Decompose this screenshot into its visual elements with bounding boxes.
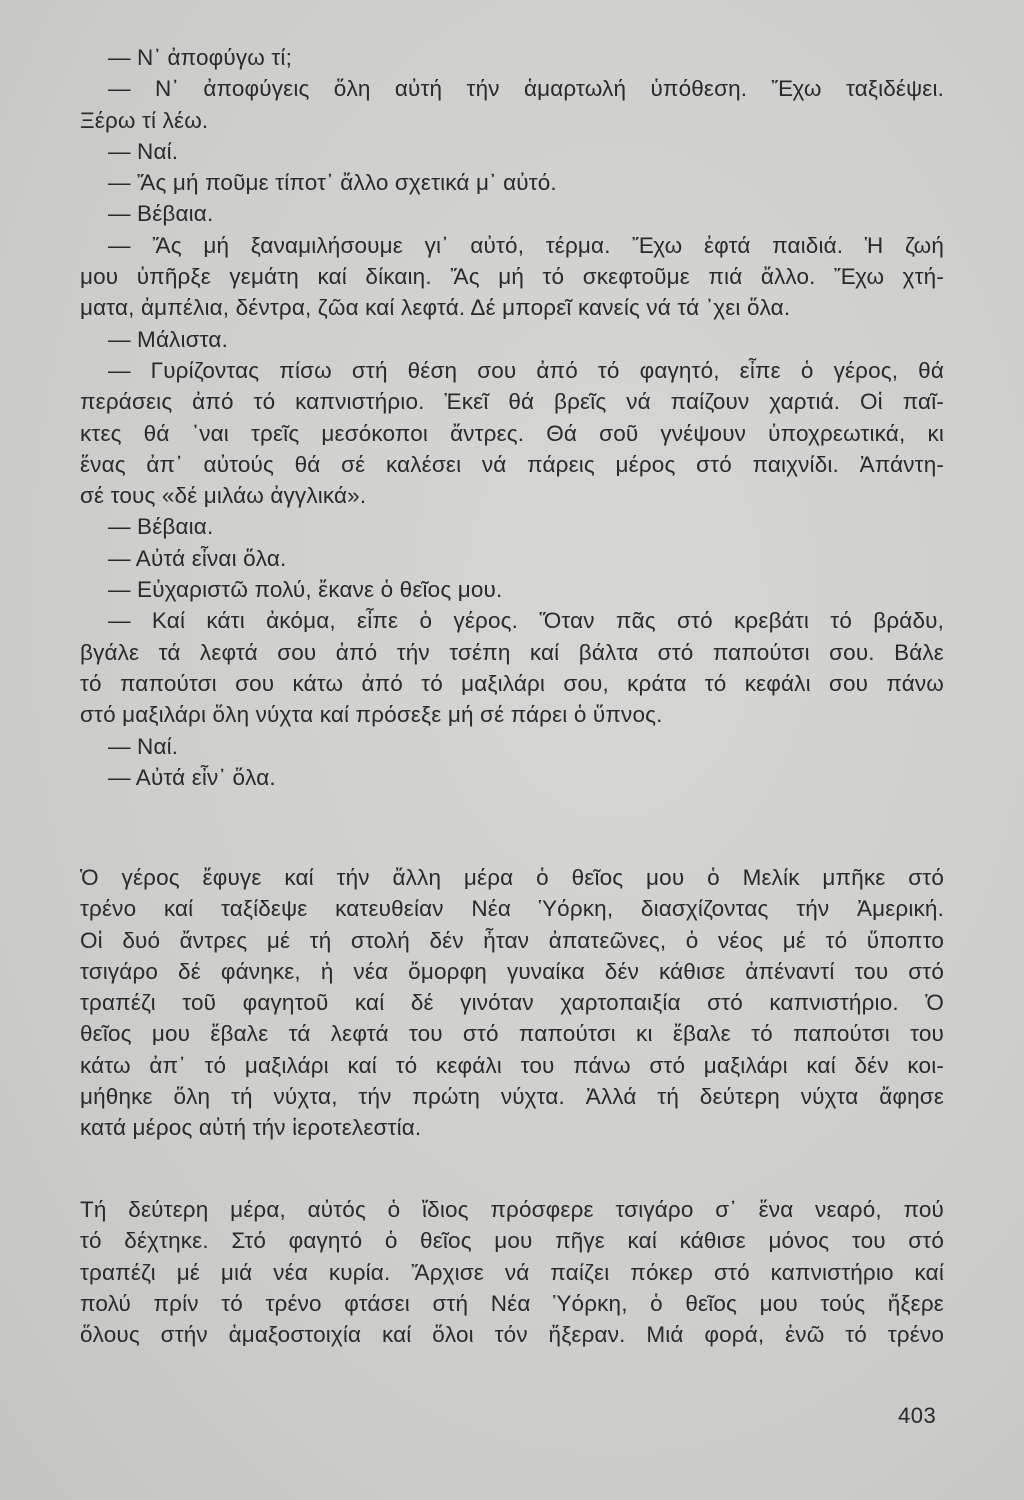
- paragraph-line: τσιγάρο δέ φάνηκε, ἡ νέα ὄμορφη γυναίκα δέν κάθισε ἀπέναντί του στό: [80, 958, 944, 984]
- narrative-paragraph-2: [80, 1194, 944, 1350]
- paragraph-line: κατά μέρος αὐτή τήν ἱεροτελεστία.: [80, 1115, 422, 1141]
- paragraph-line: μήθηκε ὅλη τή νύχτα, τήν πρώτη νύχτα. Ἀλλά τή δεύτερη νύχτα ἄφησε: [80, 1084, 944, 1110]
- paragraph-line: Οἱ δυό ἄντρες μέ τή στολή δέν ἦταν ἀπατεῶνες, ὁ νέος μέ τό ὕποπτο: [80, 927, 944, 953]
- paragraph-line: κάτω ἀπ᾿ τό μαξιλάρι καί τό κεφάλι του πάνω στό μαξιλάρι καί δέν κοι-: [80, 1052, 944, 1078]
- dialogue-line: — Γυρίζοντας πίσω στή θέση σου ἀπό τό φαγητό, εἶπε ὁ γέρος, θά: [108, 357, 944, 383]
- paragraph-line: τρένο καί ταξίδεψε κατευθείαν Νέα Ὑόρκη, διασχίζοντας τήν Ἀμερική.: [80, 896, 944, 922]
- paragraph-line: θεῖος μου ἔβαλε τά λεφτά του στό παπούτσι κι ἔβαλε τό παπούτσι του: [80, 1021, 944, 1047]
- dialogue-line: — Ἄς μή ποῦμε τίποτ᾿ ἄλλο σχετικά μ᾿ αὐτό.: [108, 170, 557, 196]
- dialogue-line: Ξέρω τί λέω.: [80, 107, 209, 133]
- dialogue-line: — Βέβαια.: [108, 514, 214, 540]
- dialogue-line: — Ν᾿ ἀποφύγεις ὅλη αὐτή τήν ἁμαρτωλή ὑπόθεση. Ἔχω ταξιδέψει.: [108, 76, 944, 102]
- dialogue-line: — Καί κάτι ἀκόμα, εἶπε ὁ γέρος. Ὅταν πᾶς στό κρεβάτι τό βράδυ,: [108, 608, 944, 634]
- dialogue-line: μου ὑπῆρξε γεμάτη καί δίκαιη. Ἄς μή τό σκεφτοῦμε πιά ἄλλο. Ἔχω χτή-: [80, 264, 944, 290]
- narrative-paragraph-1: [80, 862, 944, 1144]
- dialogue-line: βγάλε τά λεφτά σου ἀπό τήν τσέπη καί βάλτα στό παπούτσι σου. Βάλε: [80, 639, 944, 665]
- dialogue-line: — Ναί.: [108, 138, 179, 164]
- dialogue-line: ἕνας ἀπ᾿ αὐτούς θά σέ καλέσει νά πάρεις μέρος στό παιχνίδι. Ἀπάντη-: [80, 451, 944, 477]
- dialogue-line: — Αὐτά εἶναι ὅλα.: [108, 545, 287, 571]
- page-number: 403: [898, 1403, 937, 1428]
- dialogue-line: — Βέβαια.: [108, 201, 214, 227]
- dialogue-line: στό μαξιλάρι ὅλη νύχτα καί πρόσεξε μή σέ πάρει ὁ ὕπνος.: [80, 702, 663, 728]
- dialogue-line: — Εὐχαριστῶ πολύ, ἔκανε ὁ θεῖος μου.: [108, 577, 503, 603]
- paragraph-line: τό δέχτηκε. Στό φαγητό ὁ θεῖος μου πῆγε καί κάθισε μόνος του στό: [80, 1228, 944, 1254]
- dialogue-line: σέ τους «δέ μιλάω ἀγγλικά».: [80, 483, 367, 509]
- dialogue-section: [80, 42, 944, 793]
- paragraph-line: Τή δεύτερη μέρα, αὐτός ὁ ἴδιος πρόσφερε τσιγάρο σ᾿ ἕνα νεαρό, πού: [80, 1197, 944, 1222]
- dialogue-line: — Ναί.: [108, 733, 179, 759]
- paragraph-line: τραπέζι τοῦ φαγητοῦ καί δέ γινόταν χαρτοπαιξία στό καπνιστήριο. Ὁ: [80, 990, 944, 1016]
- paragraph-line: ὅλους στήν ἁμαξοστοιχία καί ὅλοι τόν ἤξεραν. Μιά φορά, ἐνῶ τό τρένο: [80, 1322, 944, 1348]
- dialogue-line: — Ν᾿ ἀποφύγω τί;: [108, 45, 292, 70]
- paragraph-line: Ὁ γέρος ἔφυγε καί τήν ἄλλη μέρα ὁ θεῖος μου ὁ Μελίκ μπῆκε στό: [80, 865, 944, 890]
- paragraph-line: πολύ πρίν τό τρένο φτάσει στή Νέα Ὑόρκη, ὁ θεῖος μου τούς ἤξερε: [80, 1290, 944, 1316]
- dialogue-line: κτες θά ᾿ναι τρεῖς μεσόκοποι ἄντρες. Θά σοῦ γνέψουν ὑποχρεωτικά, κι: [80, 420, 944, 446]
- dialogue-line: τό παπούτσι σου κάτω ἀπό τό μαξιλάρι σου, κράτα τό κεφάλι σου πάνω: [80, 670, 944, 696]
- paragraph-line: τραπέζι μέ μιά νέα κυρία. Ἄρχισε νά παίζει πόκερ στό καπνιστήριο καί: [80, 1259, 944, 1285]
- dialogue-line: ματα, ἀμπέλια, δέντρα, ζῶα καί λεφτά. Δέ μπορεῖ κανείς νά τά ᾿χει ὅλα.: [80, 295, 791, 321]
- dialogue-line: — Ἄς μή ξαναμιλήσουμε γι᾿ αὐτό, τέρμα. Ἔχω ἐφτά παιδιά. Ἡ ζωή: [108, 232, 944, 258]
- dialogue-line: — Αὐτά εἶν᾿ ὅλα.: [108, 764, 276, 790]
- dialogue-line: — Μάλιστα.: [108, 326, 228, 352]
- dialogue-line: περάσεις ἀπό τό καπνιστήριο. Ἐκεῖ θά βρεῖς νά παίζουν χαρτιά. Οἱ παῖ-: [80, 389, 944, 415]
